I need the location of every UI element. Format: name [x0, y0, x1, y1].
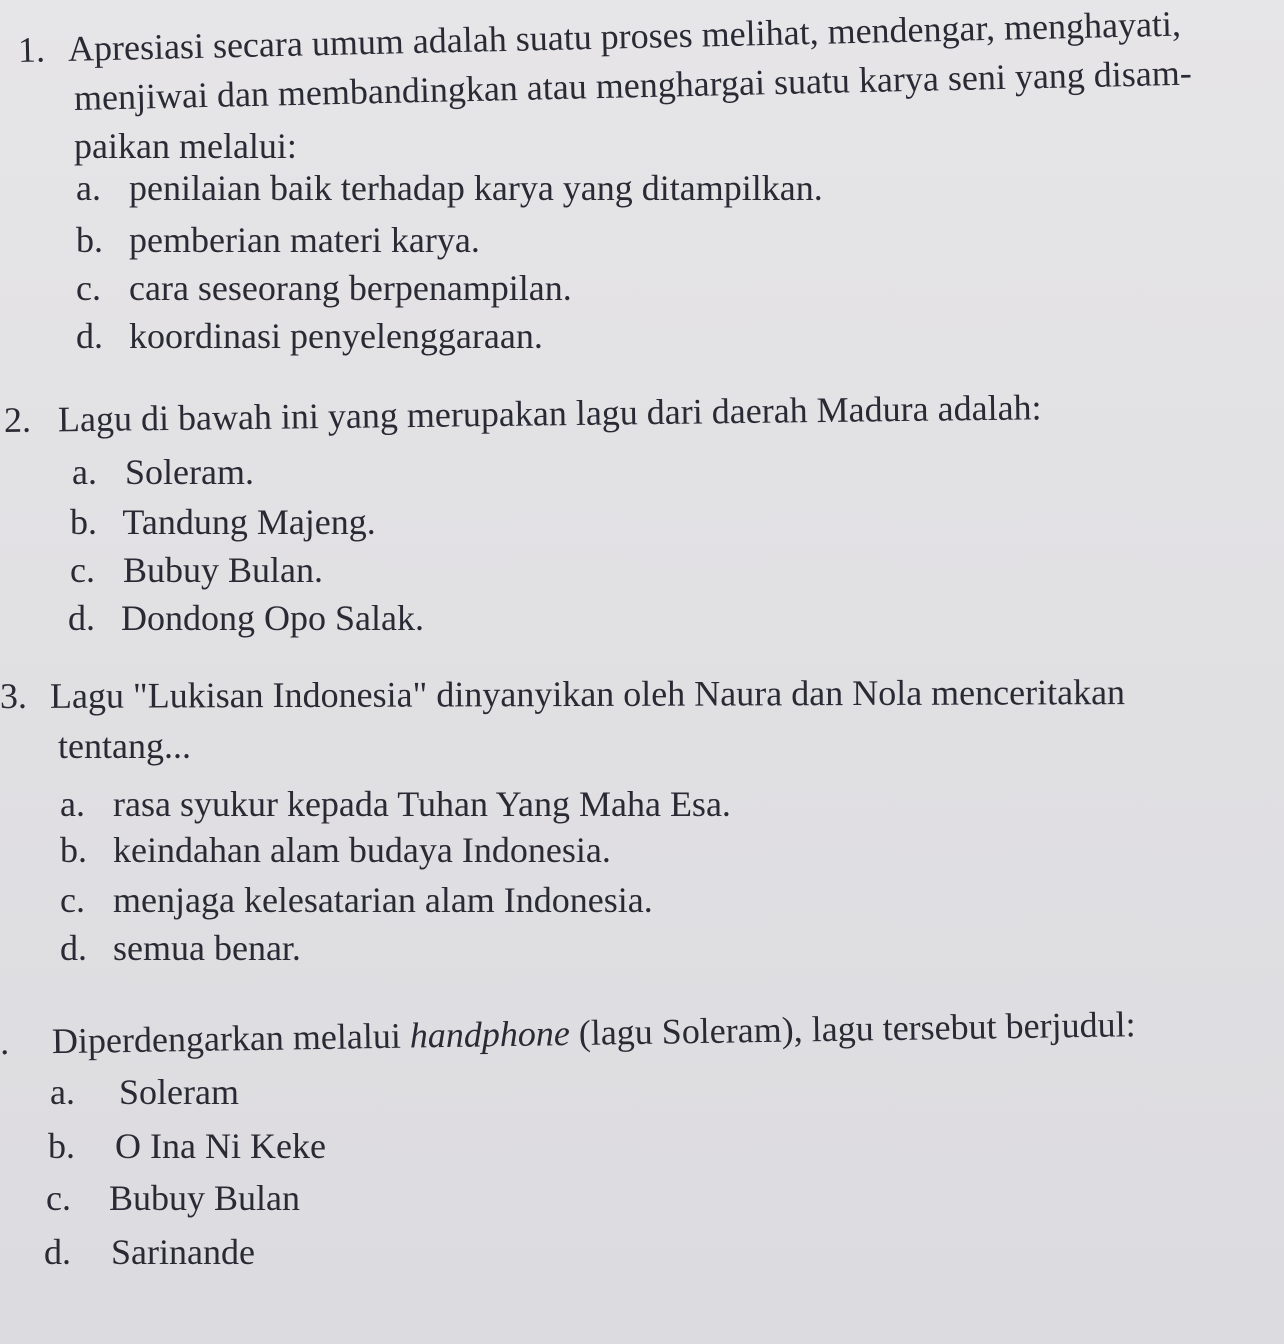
option-text: Sarinande	[111, 1232, 255, 1272]
option-text: Bubuy Bulan.	[123, 550, 324, 590]
question-number: 3.	[0, 675, 28, 716]
question-4-option-b	[48, 1124, 326, 1168]
option-letter: c.	[60, 880, 85, 920]
question-3-option-a	[60, 782, 731, 826]
option-letter: c.	[46, 1178, 71, 1218]
option-letter: d.	[44, 1232, 71, 1272]
question-text	[52, 1004, 1136, 1061]
question-4-option-c	[46, 1176, 300, 1220]
question-number: .	[0, 1021, 10, 1062]
question-1-option-a	[76, 166, 823, 210]
option-text: keindahan alam budaya Indonesia.	[113, 830, 611, 870]
option-text: pemberian materi karya.	[129, 220, 480, 260]
option-letter: d.	[68, 598, 95, 638]
question-text-before: Diperdengarkan melalui	[51, 1015, 411, 1062]
question-text: paikan melalui:	[74, 126, 297, 166]
option-letter: b.	[60, 830, 87, 870]
question-1-option-d	[76, 314, 543, 358]
option-letter: a.	[76, 168, 101, 208]
question-3-option-d	[60, 926, 301, 970]
option-letter: a.	[60, 784, 85, 824]
question-2-option-b	[70, 500, 376, 544]
option-text: Soleram.	[125, 452, 254, 492]
option-text: Bubuy Bulan	[109, 1178, 301, 1218]
option-text: cara seseorang berpenampilan.	[129, 268, 572, 308]
question-number: 2.	[3, 399, 32, 440]
question-4-option-a	[50, 1070, 239, 1114]
option-letter: b.	[48, 1126, 75, 1166]
option-letter: a.	[72, 452, 97, 492]
question-4-option-d	[44, 1230, 255, 1274]
question-text: Apresiasi secara umum adalah suatu proses melihat, mendengar, menghayati,	[67, 3, 1182, 69]
option-letter: b.	[70, 502, 97, 542]
question-3-option-c	[60, 878, 653, 922]
option-text: O Ina Ni Keke	[115, 1126, 326, 1166]
option-text: penilaian baik terhadap karya yang ditampilkan.	[129, 168, 823, 208]
option-text: Soleram	[119, 1072, 239, 1112]
question-2-line-1	[4, 385, 1042, 442]
question-text: menjiwai dan membandingkan atau menghargai suatu karya seni yang disam-	[73, 52, 1193, 118]
option-text: semua benar.	[113, 928, 301, 968]
option-letter: c.	[70, 550, 95, 590]
question-number: 1.	[17, 29, 46, 70]
question-text: tentang...	[58, 726, 191, 766]
question-1-line-3	[74, 124, 297, 168]
option-letter: b.	[76, 220, 103, 260]
option-text: koordinasi penyelenggaraan.	[129, 316, 543, 356]
option-letter: d.	[76, 316, 103, 356]
option-text: Dondong Opo Salak.	[121, 598, 424, 638]
question-4-line-1	[0, 1002, 1136, 1064]
option-text: menjaga kelesatarian alam Indonesia.	[113, 880, 653, 920]
option-text: rasa syukur kepada Tuhan Yang Maha Esa.	[113, 784, 731, 824]
question-text-after: (lagu Soleram), lagu tersebut berjudul:	[569, 1004, 1136, 1054]
option-text: Tandung Majeng.	[122, 502, 376, 542]
question-1-option-b	[76, 218, 480, 262]
question-text: Lagu di bawah ini yang merupakan lagu dari daerah Madura adalah:	[57, 387, 1042, 440]
question-3-line-2	[58, 724, 191, 768]
question-3-line-1	[0, 670, 1125, 718]
question-1-option-c	[76, 266, 572, 310]
question-3-option-b	[60, 828, 611, 872]
option-letter: d.	[60, 928, 87, 968]
question-text-italic: handphone	[409, 1013, 571, 1056]
option-letter: a.	[50, 1072, 75, 1112]
question-2-option-d	[68, 596, 424, 640]
question-2-option-a	[72, 450, 254, 494]
option-letter: c.	[76, 268, 101, 308]
question-2-option-c	[70, 548, 323, 592]
question-text: Lagu "Lukisan Indonesia" dinyanyikan oleh Naura dan Nola menceritakan	[49, 672, 1126, 716]
